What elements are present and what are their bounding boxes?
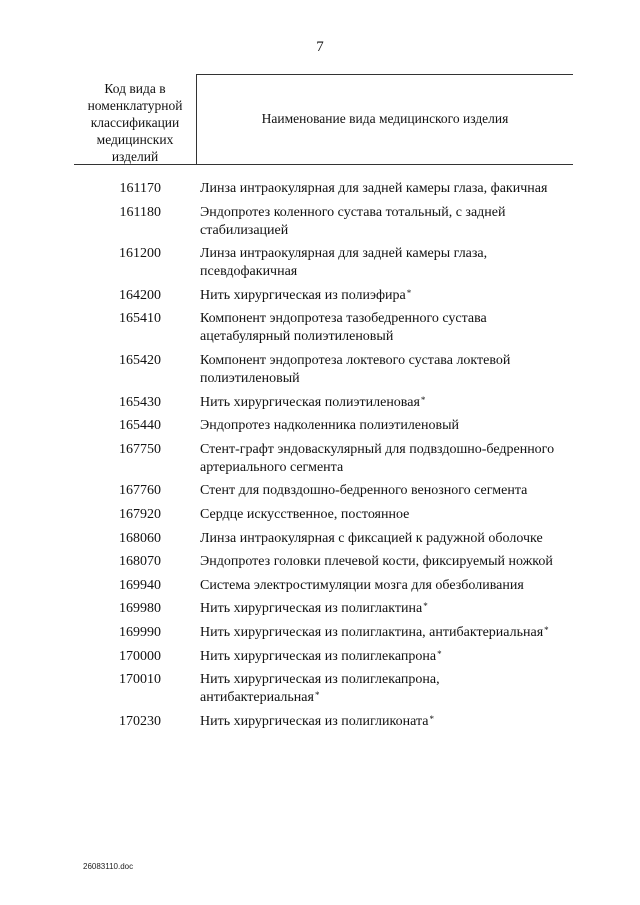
row-name-text: Нить хирургическая из полиглактина, антибактериальная bbox=[200, 624, 544, 640]
footnote-mark: * bbox=[406, 287, 412, 298]
row-code: 165420 bbox=[119, 352, 161, 368]
row-name bbox=[200, 245, 560, 281]
row-name-text: Компонент эндопротеза тазобедренного сустава ацетабулярный полиэтиленовый bbox=[200, 311, 487, 345]
header-name-column: Наименование вида медицинского изделия bbox=[261, 111, 509, 126]
table-row bbox=[0, 394, 640, 412]
row-name bbox=[200, 506, 560, 524]
table-row bbox=[0, 713, 640, 731]
table-row bbox=[0, 648, 640, 666]
table-header bbox=[74, 74, 573, 165]
row-name-text: Эндопротез надколенника полиэтиленовый bbox=[200, 418, 460, 434]
row-name-text: Стент-графт эндоваскулярный для подвздошно-бедренного артериального сегмента bbox=[200, 441, 555, 475]
table-row bbox=[0, 530, 640, 548]
table-row bbox=[0, 671, 640, 707]
row-code: 161180 bbox=[119, 204, 161, 220]
table-row bbox=[0, 180, 640, 198]
footnote-mark: * bbox=[314, 690, 320, 701]
row-code: 167750 bbox=[119, 441, 161, 457]
row-name bbox=[200, 671, 560, 707]
row-name bbox=[200, 624, 560, 642]
row-name bbox=[200, 482, 560, 500]
row-name bbox=[200, 352, 560, 388]
table-row bbox=[0, 553, 640, 571]
table-row bbox=[0, 577, 640, 595]
footnote-mark: * bbox=[423, 601, 428, 612]
table-row bbox=[0, 600, 640, 618]
row-name bbox=[200, 553, 560, 571]
row-name-text: Система электростимуляции мозга для обезболивания bbox=[200, 577, 524, 593]
row-name bbox=[200, 310, 560, 346]
row-code: 164200 bbox=[119, 287, 161, 303]
table-row bbox=[0, 506, 640, 524]
row-name-text: Сердце искусственное, постоянное bbox=[200, 506, 410, 522]
row-code: 167760 bbox=[119, 483, 161, 499]
row-name bbox=[200, 180, 560, 198]
row-name-text: Нить хирургическая полиэтиленовая bbox=[200, 394, 420, 410]
row-name bbox=[200, 713, 560, 731]
row-code: 169990 bbox=[119, 624, 161, 640]
row-code: 170000 bbox=[119, 648, 161, 664]
footnote-mark: * bbox=[437, 648, 442, 659]
page-number: 7 bbox=[316, 39, 324, 55]
row-name-text: Нить хирургическая из полигликоната bbox=[200, 713, 429, 729]
row-name bbox=[200, 394, 560, 412]
row-name bbox=[200, 417, 560, 435]
row-name-text: Эндопротез коленного сустава тотальный, с задней стабилизацией bbox=[200, 204, 506, 238]
row-code: 161170 bbox=[119, 181, 161, 196]
row-name-text: Линза интраокулярная с фиксацией к радужной оболочке bbox=[200, 530, 543, 546]
row-code: 165430 bbox=[119, 394, 161, 410]
table-row bbox=[0, 245, 640, 281]
footnote-mark: * bbox=[429, 713, 434, 724]
row-code: 168070 bbox=[119, 554, 161, 570]
table-row bbox=[0, 287, 640, 305]
row-name bbox=[200, 530, 560, 548]
row-code: 161200 bbox=[119, 246, 161, 262]
table-body bbox=[0, 180, 640, 736]
row-code: 169940 bbox=[119, 577, 161, 593]
row-name bbox=[200, 204, 560, 240]
row-code: 165440 bbox=[119, 418, 161, 434]
row-code: 170230 bbox=[119, 713, 161, 729]
table-row bbox=[0, 624, 640, 642]
table-row bbox=[0, 417, 640, 435]
row-name-text: Нить хирургическая из полиэфира bbox=[200, 287, 406, 303]
document-filename: 26083110.doc bbox=[83, 862, 134, 871]
table-row bbox=[0, 204, 640, 240]
row-code: 165410 bbox=[119, 311, 161, 327]
row-name bbox=[200, 648, 560, 666]
row-name-text: Стент для подвздошно-бедренного венозного сегмента bbox=[200, 483, 528, 499]
table-row bbox=[0, 310, 640, 346]
row-code: 167920 bbox=[119, 506, 161, 522]
table-row bbox=[0, 352, 640, 388]
footnote-mark: * bbox=[544, 624, 549, 635]
row-name-text: Нить хирургическая из полиглекапрона, антибактериальная bbox=[200, 672, 440, 706]
row-name bbox=[200, 577, 560, 595]
row-code: 170010 bbox=[119, 672, 161, 688]
footnote-mark: * bbox=[420, 394, 426, 405]
row-name-text: Нить хирургическая из полиглактина bbox=[200, 601, 423, 617]
header-code-column: Код вида в номенклатурной классификации медицинских изделий bbox=[87, 81, 183, 164]
row-name-text: Линза интраокулярная для задней камеры глаза, псевдофакичная bbox=[200, 246, 488, 280]
table-row bbox=[0, 441, 640, 477]
table-row bbox=[0, 482, 640, 500]
row-name-text: Линза интраокулярная для задней камеры глаза, факичная bbox=[200, 181, 548, 196]
row-name-text: Эндопротез головки плечевой кости, фиксируемый ножкой bbox=[200, 554, 553, 570]
row-code: 169980 bbox=[119, 601, 161, 617]
row-name-text: Компонент эндопротеза локтевого сустава локтевой полиэтиленовый bbox=[200, 352, 511, 386]
row-name bbox=[200, 287, 560, 305]
row-code: 168060 bbox=[119, 530, 161, 546]
row-name bbox=[200, 441, 560, 477]
row-name-text: Нить хирургическая из полиглекапрона bbox=[200, 648, 437, 664]
row-name bbox=[200, 600, 560, 618]
